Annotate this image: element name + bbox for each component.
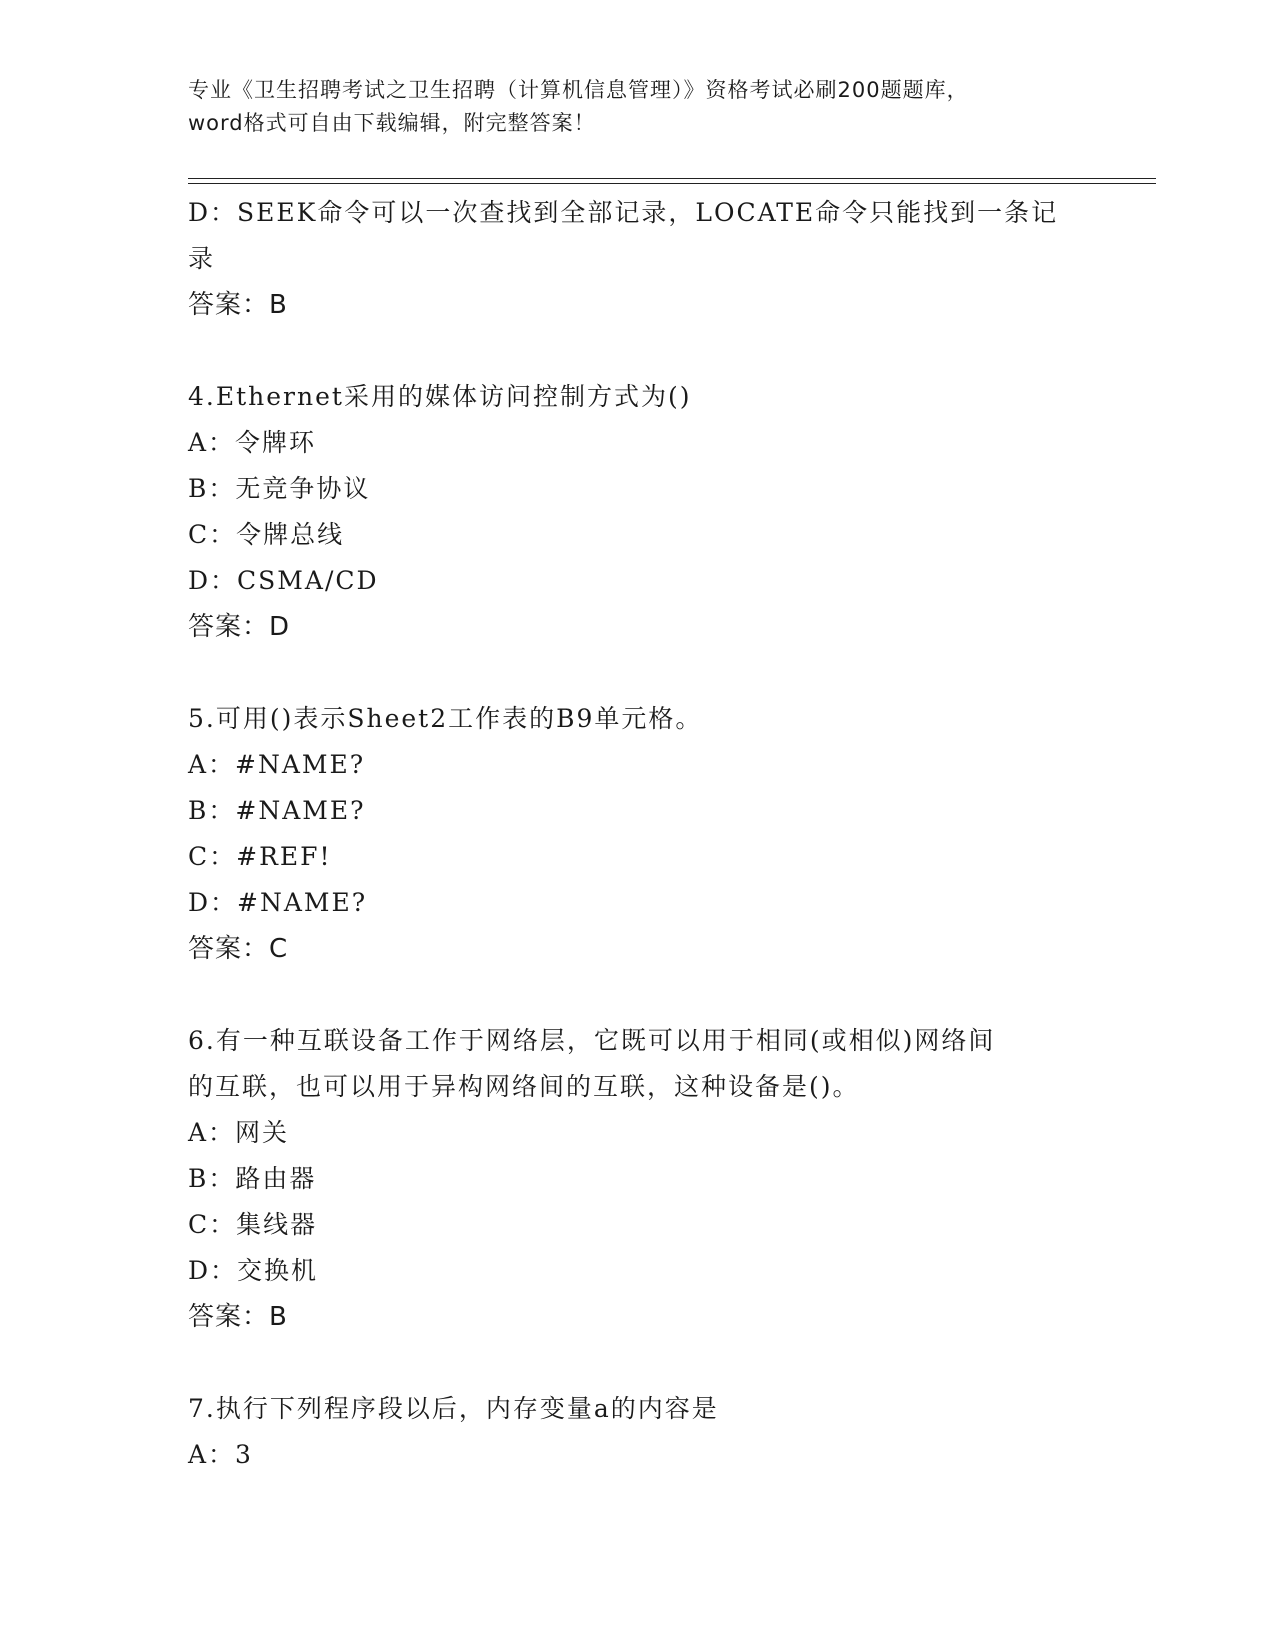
spacer [188,972,1068,1018]
question-6 [188,1018,1068,1340]
option-d: D：#NAME? [188,888,368,917]
option-a: A：3 [188,1440,253,1469]
answer-line: 答案：B [188,1302,288,1332]
question-stem: 7.执行下列程序段以后，内存变量a的内容是 [188,1394,719,1423]
spacer [188,1340,1068,1386]
spacer [188,650,1068,696]
option-d: D：交换机 [188,1256,319,1285]
header-line-1: 专业《卫生招聘考试之卫生招聘（计算机信息管理）》资格考试必刷200题题库， [188,78,969,102]
option-c: C：#REF! [188,842,332,871]
option-a: A：令牌环 [188,428,317,457]
document-header [188,74,1088,140]
question-stem: 5.可用()表示Sheet2工作表的B9单元格。 [188,704,703,733]
header-rule-top [188,178,1156,179]
question-5 [188,696,1068,972]
option-b: B：无竞争协议 [188,474,371,503]
answer-line: 答案：B [188,290,288,320]
answer-line: 答案：C [188,934,289,964]
question-stem: 4.Ethernet采用的媒体访问控制方式为() [188,382,692,411]
answer-line: 答案：D [188,612,291,642]
option-b: B：#NAME? [188,796,366,825]
header-rule-bottom [188,183,1156,184]
question-stem: 6.有一种互联设备工作于网络层，它既可以用于相同(或相似)网络间 [188,1026,996,1055]
option-c: C：令牌总线 [188,520,345,549]
option-a: A：#NAME? [188,750,366,779]
question-7 [188,1386,1068,1478]
option-d: D：CSMA/CD [188,566,379,595]
question-3 [188,190,1068,328]
spacer [188,328,1068,374]
question-stem-continued: 的互联，也可以用于异构网络间的互联，这种设备是()。 [188,1072,860,1101]
option-d: D：SEEK命令可以一次查找到全部记录，LOCATE命令只能找到一条记 [188,198,1059,227]
option-d-continued: 录 [188,244,216,273]
option-a: A：网关 [188,1118,290,1147]
option-c: C：集线器 [188,1210,318,1239]
header-line-2: word格式可自由下载编辑，附完整答案！ [188,111,596,135]
question-list [188,190,1068,1478]
question-4 [188,374,1068,650]
option-b: B：路由器 [188,1164,317,1193]
